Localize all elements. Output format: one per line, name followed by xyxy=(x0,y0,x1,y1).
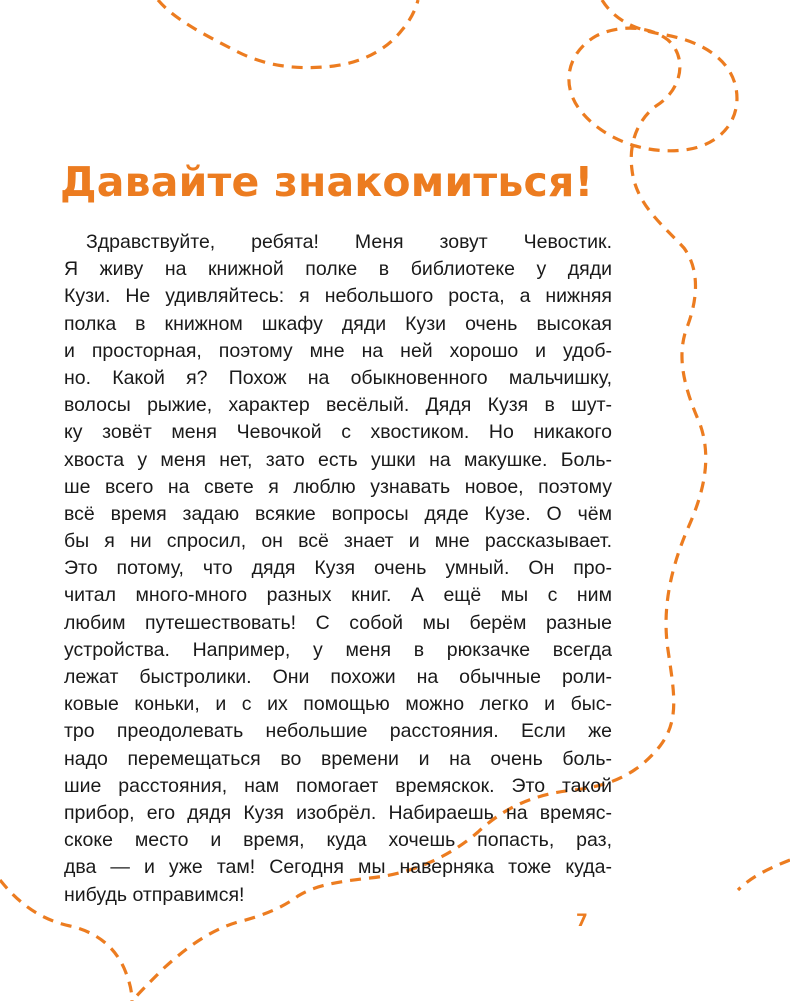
text-line: и просторная, поэтому мне на ней хорошо и удоб- xyxy=(64,339,612,362)
story-paragraph xyxy=(64,229,612,909)
text-line: два — и уже там! Сегодня мы наверняка тоже куда- xyxy=(64,856,612,879)
text-line: Кузи. Не удивляйтесь: я небольшого роста, а нижняя xyxy=(64,285,612,308)
text-line-last: нибудь отправимся! xyxy=(64,883,245,906)
dashed-line-bottom-right xyxy=(738,860,790,890)
text-line: скоке место и время, куда хочешь попасть, раз, xyxy=(64,829,612,852)
text-line: прибор, его дядя Кузя изобрёл. Набираешь на времяс- xyxy=(64,801,612,824)
text-line: всё время задаю всякие вопросы дяде Кузе. О чём xyxy=(64,502,612,525)
text-line: волосы рыжие, характер весёлый. Дядя Кузя в шут- xyxy=(64,394,612,417)
text-line: Это потому, что дядя Кузя очень умный. Он про- xyxy=(64,557,612,580)
text-line: любим путешествовать! С собой мы берём разные xyxy=(64,611,612,634)
text-line: надо перемещаться во времени и на очень боль- xyxy=(64,747,612,770)
text-line: тро преодолевать небольшие расстояния. Если же xyxy=(64,720,612,743)
text-line: полка в книжном шкафу дяди Кузи очень высокая xyxy=(64,312,612,335)
text-line: хвоста у меня нет, зато есть ушки на макушке. Боль- xyxy=(64,448,612,471)
text-line: Я живу на книжной полке в библиотеке у дяди xyxy=(64,258,612,281)
page-number: 7 xyxy=(576,911,588,931)
text-line: лежат быстролики. Они похожи на обычные роли- xyxy=(64,666,612,688)
text-line: устройства. Например, у меня в рюкзачке всегда xyxy=(64,638,612,661)
dashed-line-top-left xyxy=(158,0,418,68)
text-line: ку зовёт меня Чевочкой с хвостиком. Но никакого xyxy=(64,421,612,444)
text-line: читал много-много разных книг. А ещё мы с ним xyxy=(64,584,612,607)
text-line: ковые коньки, и с их помощью можно легко и быс- xyxy=(64,693,612,716)
page-title: Давайте знакомиться! xyxy=(60,158,594,206)
text-line: шие расстояния, нам помогает времяскок. Это такой xyxy=(64,774,612,797)
text-line: бы я ни спросил, он всё знает и мне рассказывает. xyxy=(64,530,612,553)
text-line: Здравствуйте, ребята! Меня зовут Чевостик. xyxy=(86,231,612,253)
text-line: но. Какой я? Похож на обыкновенного мальчишку, xyxy=(64,366,612,389)
text-line: ше всего на свете я люблю узнавать новое, поэтому xyxy=(64,475,612,498)
